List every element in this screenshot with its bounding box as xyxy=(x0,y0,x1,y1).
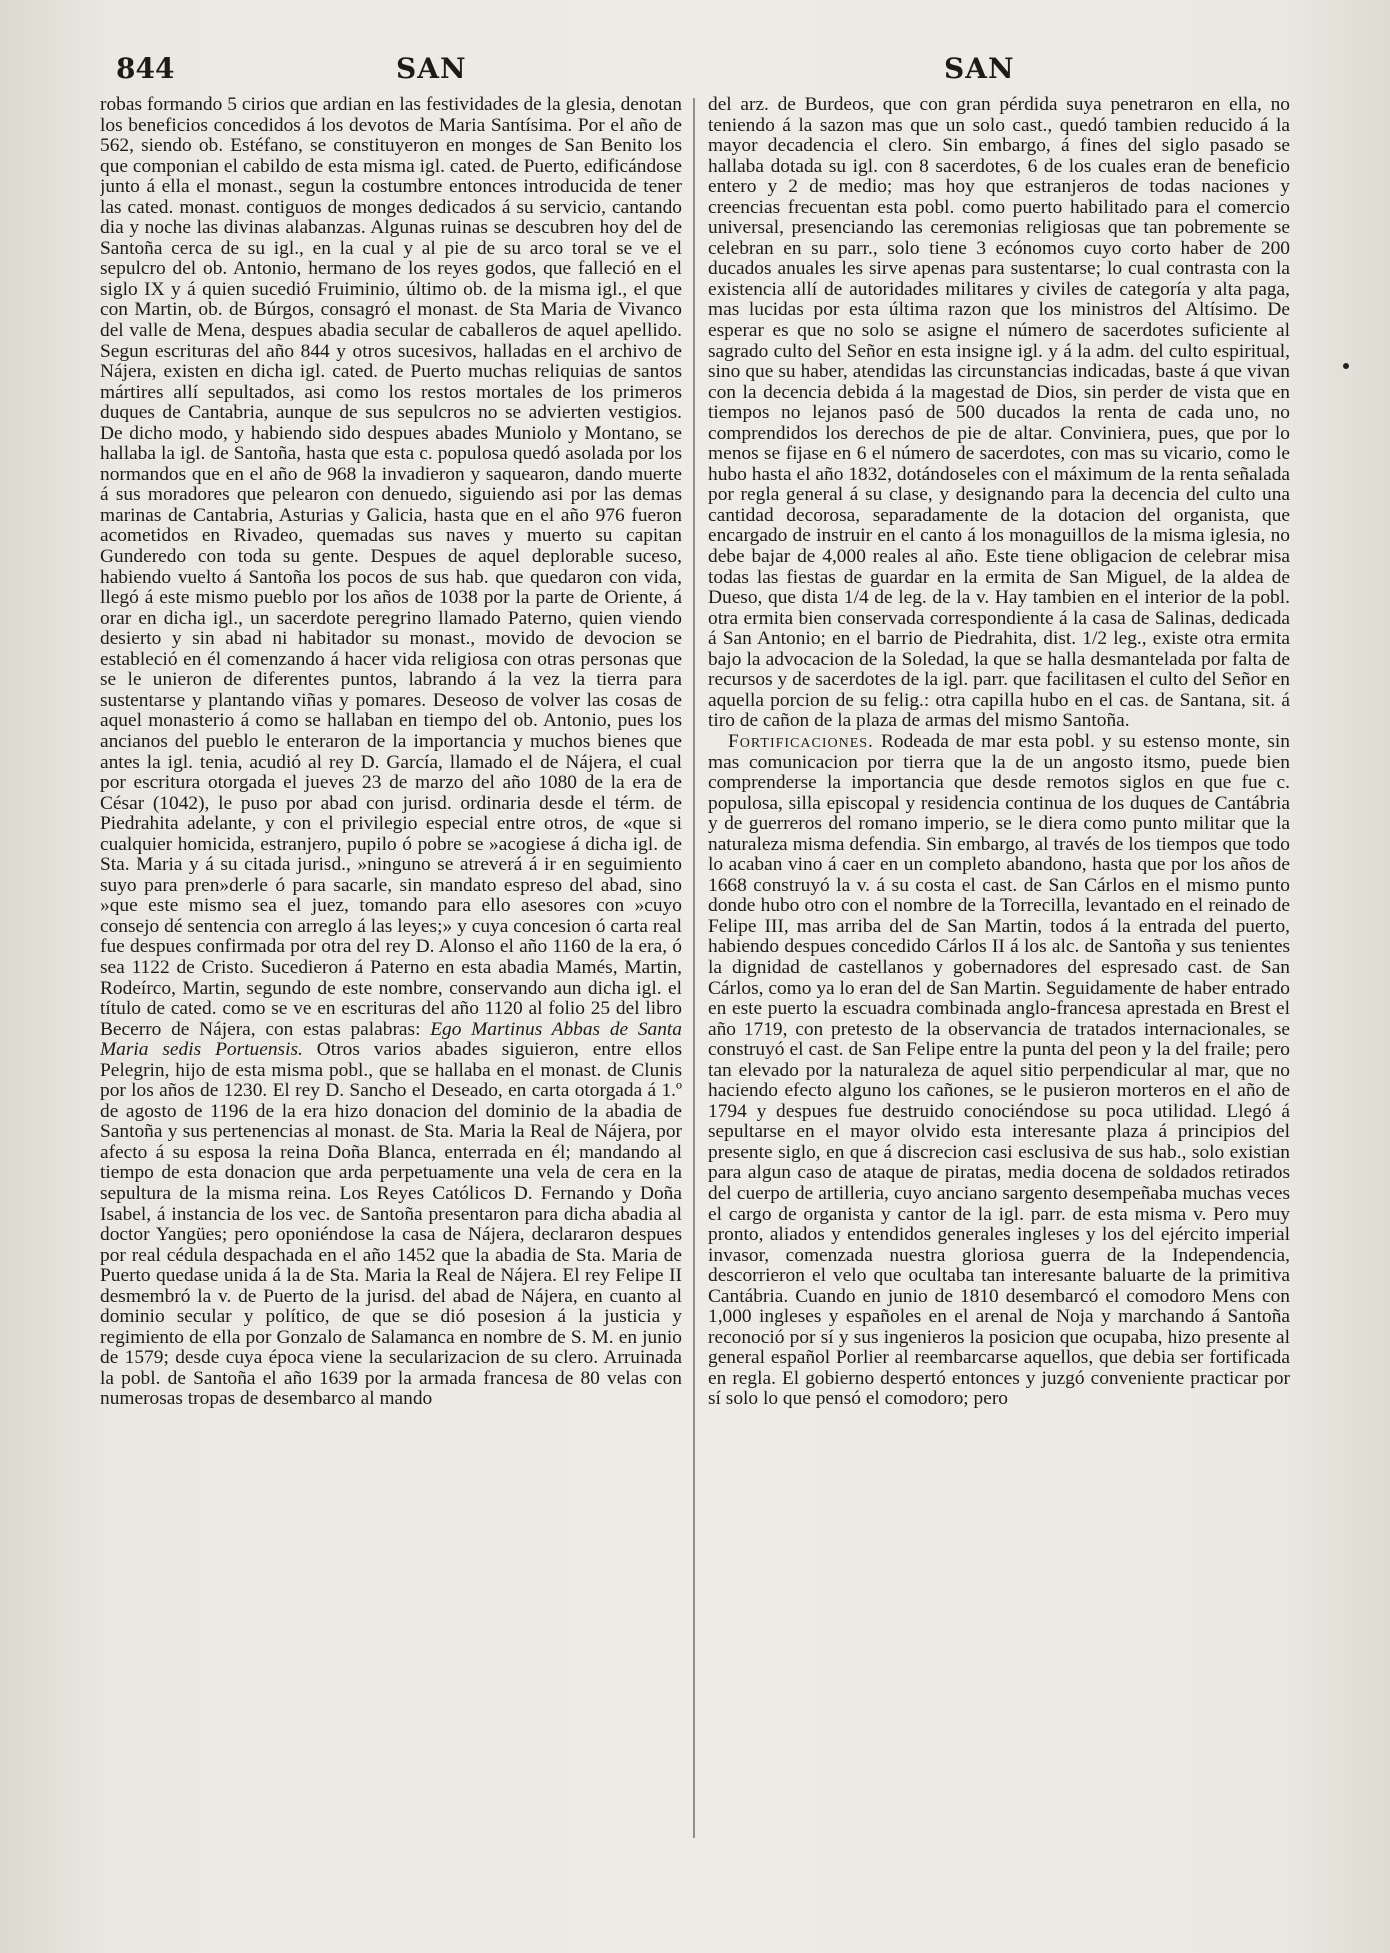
text-run: robas formando 5 cirios que ardian en las festividades de la glesia, denotan los beneficios concedidos á los devotos de Maria Santísima. Por el año de 562, siendo ob. Estéfano, se constituyeron en monges de San Benito los que componian el cabildo de esta misma igl. cated. de Puerto, edificándose junto á ella el monast., segun la costumbre entonces introducida de tener las cated. monast. contiguos de monges dedicados á su servicio, cantando dia y noche las divinas alabanzas. Algunas ruinas se descubren hoy del de Santoña cerca de su igl., en la cual y al pie de su arco toral se ve el sepulcro del ob. Antonio, hermano de los reyes godos, que falleció en el siglo IX y á quien sucedió Fruiminio, último ob. de la misma igl., el que con Martin, ob. de Búrgos, consagró el monast. de Sta Maria de Vivanco del valle de Mena, despues abadia secular de caballeros de aquel apellido. Segun escrituras del año 844 y otros sucesivos, halladas en el archivo de Nájera, existen en dicha igl. cated. de Puerto muchas reliquias de santos mártires allí sepultados, asi como los restos mortales de los primeros duques de Cantabria, aunque de sus sepulcros no se advierten vestigios. De dicho modo, y habiendo sido despues abades Muniolo y Montano, se hallaba la igl. de Santoña, hasta que esta c. populosa quedó asolada por los normandos que en el año de 968 la invadieron y saquearon, dando muerte á sus moradores que pelearon con denuedo, siguiendo asi por las demas marinas de Cantabria, Asturias y Galicia, hasta que en el año 976 fueron acometidos en Rivadeo, quemadas sus naves y muerto su capitan Gunderedo con toda su gente. Despues de aquel deplorable suceso, habiendo vuelto á Santoña los pocos de sus hab. que quedaron con vida, llegó á este mismo pueblo por los años de 1038 por la parte de Oriente, á orar en dicha igl., un sacerdote peregrino llamado Paterno, quien viendo desierto y sin abad ni habitador su monast., movido de devocion se estableció en él comenzando á hacer vida religiosa con otras personas que se le unieron de diferentes puntos, labrando á la vez la tierra para sustentarse y plantando viñas y pomares. Deseoso de volver las cosas de aquel monasterio á como se hallaban en tiempo del ob. Antonio, pues los ancianos del pueblo le enteraron de la importancia y muchos bienes que antes la igl. tenia, acudió al rey D. García, llamado el de Nájera, el cual por escritura otorgada el jueves 23 de marzo del año 1080 de la era de César (1042), le puso por abad con jurisd. ordinaria desde el térm. de Piedrahita adelante, y con el privilegio especial entre otros, de «que si cualquier homicida, estranjero, pupilo ó pobre se »acogiese á dicha igl. de Sta. Maria y á su citada jurisd., »ninguno se atreverá á ir en seguimiento suyo para pren»derle ó para sacarle, sin mandato espreso del abad, sino »que este mismo sea el juez, tomando para ello asesores con »cuyo consejo dé sentencia con arreglo á las leyes;» y cuya concesion ó carta real fue despues confirmada por otra del rey D. Alonso el año 1160 de la era, ó sea 1122 de Cristo. Sucedieron á Paterno en esta abadia Mamés, Martin, Rodeírco, Martin, segundo de este nombre, conservando aun dicha igl. el título de cated. como se ve en escrituras del año 1120 al folio 25 del libro Becerro de Nájera, con estas palabras: xyxy=(100,95,682,1040)
right-column xyxy=(708,95,1290,1925)
latin-quote: Ego Martinus Abbas de Santa Maria sedis Portuensis. xyxy=(100,1018,682,1061)
section-heading: Fortificaciones. xyxy=(728,730,874,752)
text-run: Otros varios abades siguieron, entre ellos Pelegrin, hijo de esta misma pobl., que se hallaba en el monast. de Clunis por los años de 1230. El rey D. Sancho el Deseado, en carta otorgada á 1.º de agosto de 1196 de la era hizo donacion del dominio de la abadia de Santoña y sus pertenencias al monast. de Sta. Maria la Real de Nájera, por afecto á su esposa la reina Doña Blanca, enterrada en él; mandando al tiempo de esta donacion que arda perpetuamente una vela de cera en la sepultura de la misma reina. Los Reyes Católicos D. Fernando y Doña Isabel, á instancia de los vec. de Santoña presentaron para dicha abadia al doctor Yangües; pero oponiéndose la casa de Nájera, declararon despues por real cédula despachada en el año 1452 que la abadia de Sta. Maria de Puerto quedase unida á la de Sta. Maria la Real de Nájera. El rey Felipe II desmembró la v. de Puerto de la jurisd. del abad de Nájera, en cuanto al dominio secular y político, de que se dió posesion á la justicia y regimiento de ella por Gonzalo de Salamanca en nombre de S. M. en junio de 1579; desde cuya época viene la secularizacion de su clero. Arruinada la pobl. de Santoña el año 1639 por la armada francesa de 80 velas con numerosas tropas de desembarco al mando xyxy=(100,1039,682,1410)
page-header xyxy=(96,52,1360,96)
paragraph xyxy=(708,732,1290,1410)
text-columns xyxy=(100,95,1310,1935)
text-run: Rodeada de mar esta pobl. y su estenso monte, sin mas comunicacion por tierra que la de un angosto itsmo, puede bien comprenderse la importancia que desde remotos siglos en que fue c. populosa, silla episcopal y residencia continua de los duques de Cantábria y de guerreros del romano imperio, se le diera como punto militar que la naturaleza misma defendia. Sin embargo, al través de los tiempos que todo lo acaban vino á caer en un completo abandono, hasta que por los años de 1668 construyó la v. á su costa el cast. de San Cárlos en el mismo punto donde hubo otro con el nombre de la Torrecilla, levantado en el reinado de Felipe III, mas arriba del de San Martin, todos á la entrada del puerto, habiendo despues concedido Cárlos II á los alc. de Santoña y sus tenientes la dignidad de castellanos y gobernadores del espresado cast. de San Cárlos, como ya lo eran del de San Martin. Seguidamente de haber entrado en este puerto la escuadra combinada anglo-francesa aprestada en Brest el año 1719, con pretesto de la observancia de tratados internacionales, se construyó el cast. de San Felipe entre la punta del peon y la del fraile; pero tan elevado por la naturaleza de aquel sitio perpendicular al mar, que no haciendo efecto alguno los cañones, se le pusieron morteros en el año de 1794 y despues fue destruido conociéndose su poca utilidad. Llegó á sepultarse en el mayor olvido esta interesante plaza á principios del presente siglo, en que á discrecion casi esclusiva de sus hab., solo existian para algun caso de ataque de piratas, media docena de soldados retirados del cuerpo de artilleria, cuyo anciano sargento desempeñaba muchas veces el cargo de organista y cantor de la igl. parr. de esta misma v. Pero muy pronto, aliados y entendidos generales ingleses y los del ejército imperial invasor, comenzada nuestra gloriosa guerra de la Independencia, descorrieron el velo que ocultaba tan interesante baluarte de la primitiva Cantábria. Cuando en junio de 1810 desembarcó el comodoro Mens con 1,000 ingleses y españoles en el arenal de Noja y marchando á Santoña reconoció por sí y sus ingenieros la posicion que ocupaba, hizo presente al general español Porlier al reembarcarse aquellos, que debia ser fortificada en regla. El gobierno despertó entonces y juzgó conveniente practicar por sí solo lo que pensó el comodoro; pero xyxy=(708,730,1290,1410)
page-number: 844 xyxy=(116,52,175,85)
running-head-left: SAN xyxy=(396,52,467,85)
paragraph xyxy=(100,95,682,1410)
ink-speck xyxy=(1343,363,1349,369)
running-head-right: SAN xyxy=(944,52,1015,85)
left-column xyxy=(100,95,682,1925)
paragraph: del arz. de Burdeos, que con gran pérdida suya penetraron en ella, no teniendo á la sazon mas que un solo cast., quedó tambien reducido á la mayor decadencia el clero. Sin embargo, á fines del siglo pasado se hallaba dotada su igl. con 8 sacerdotes, 6 de los cuales eran de beneficio entero y 2 de medio; mas hoy que estranjeros de todas naciones y creencias frecuentan esta pobl. como puerto habilitado para el comercio universal, presenciando las ceremonias religiosas que tan pobremente se celebran en su parr., solo tiene 3 ecónomos cuyo corto haber de 200 ducados anuales les sirve apenas para sustentarse; lo cual contrasta con la existencia allí de autoridades militares y civiles de categoría y alta paga, mas lucidas por esta última razon que los ministros del Altísimo. De esperar es que no solo se asigne el número de sacerdotes suficiente al sagrado culto del Señor en esta insigne igl. y á la adm. del culto espiritual, sino que su haber, atendidas las circunstancias indicadas, baste á que vivan con la decencia debida á la magestad de Dios, sin perder de vista que en tiempos no lejanos pasó de 500 ducados la renta de cada uno, no comprendidos los derechos de pie de altar. Conviniera, pues, que por lo menos se fijase en 6 el número de sacerdotes, con mas su vicario, como le hubo hasta el año 1832, dotándoseles con el máximum de la renta señalada por regla general á su clase, y designando para la decencia del culto una cantidad decorosa, separadamente de la dotacion del organista, que encargado de instruir en el canto á los monaguillos de la misma iglesia, no debe bajar de 4,000 reales al año. Este tiene obligacion de celebrar misa todas las fiestas de guardar en la ermita de San Miguel, de la aldea de Dueso, que dista 1/4 de leg. de la v. Hay tambien en el interior de la pobl. otra ermita bien conservada correspondiente á la casa de Salinas, dedicada á San Antonio; en el barrio de Piedrahita, dist. 1/2 leg., existe otra ermita bajo la advocacion de la Soledad, la que se halla desmantelada por falta de recursos y de sacerdotes de la igl. parr. que facilitasen el culto del Señor en aquella porcion de su felig.: otra capilla hubo en el cas. de Santana, sit. á tiro de cañon de la plaza de armas del mismo Santoña. xyxy=(708,95,1290,732)
